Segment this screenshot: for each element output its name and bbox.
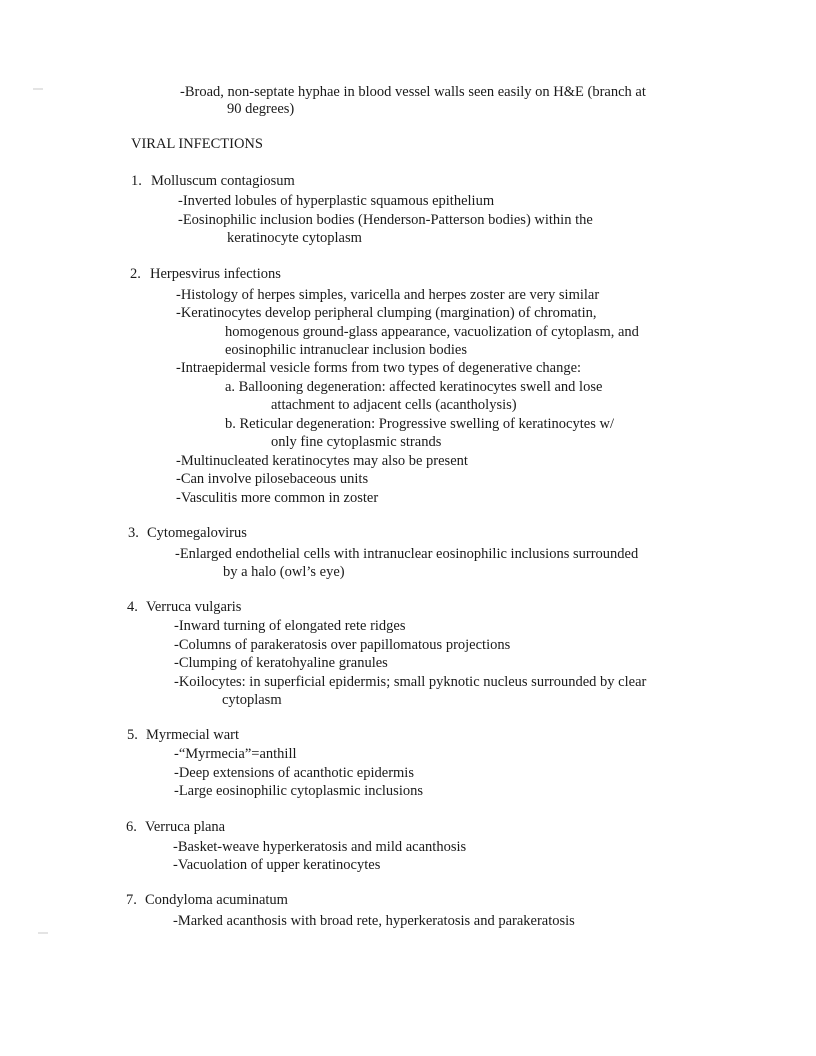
text-line: -Inward turning of elongated rete ridges: [174, 618, 406, 634]
text-line: -Enlarged endothelial cells with intranuclear eosinophilic inclusions surrounded: [175, 546, 639, 562]
item-title: Condyloma acuminatum: [145, 892, 288, 908]
text-line: eosinophilic intranuclear inclusion bodies: [225, 342, 468, 358]
text-line: keratinocyte cytoplasm: [227, 230, 362, 246]
text-line: -Basket-weave hyperkeratosis and mild acanthosis: [173, 839, 467, 855]
item-title: Cytomegalovirus: [147, 525, 247, 541]
item-title: Molluscum contagiosum: [151, 173, 295, 189]
item-number: 7.: [126, 892, 137, 908]
text-line: -Clumping of keratohyaline granules: [174, 655, 388, 671]
item-number: 6.: [126, 819, 137, 835]
text-line: -Large eosinophilic cytoplasmic inclusions: [174, 783, 423, 799]
text-line: a. Ballooning degeneration: affected keratinocytes swell and lose: [225, 379, 603, 395]
item-title: Verruca plana: [145, 819, 226, 835]
text-line: -Vasculitis more common in zoster: [176, 490, 379, 506]
text-line: -“Myrmecia”=anthill: [174, 746, 297, 762]
text-line: -Vacuolation of upper keratinocytes: [173, 857, 381, 873]
text-line: by a halo (owl’s eye): [223, 564, 345, 580]
scan-speck: [38, 932, 48, 934]
item-number: 3.: [128, 525, 139, 541]
text-line: cytoplasm: [222, 692, 282, 708]
text-line: homogenous ground-glass appearance, vacuolization of cytoplasm, and: [225, 324, 639, 340]
text-line: -Eosinophilic inclusion bodies (Henderson-Patterson bodies) within the: [178, 212, 593, 228]
item-number: 2.: [130, 266, 141, 282]
text-line: 90 degrees): [227, 101, 295, 117]
item-title: Verruca vulgaris: [146, 599, 242, 615]
text-line: b. Reticular degeneration: Progressive swelling of keratinocytes w/: [225, 416, 614, 432]
text-line: -Histology of herpes simples, varicella and herpes zoster are very similar: [176, 287, 600, 303]
item-title: Herpesvirus infections: [150, 266, 281, 282]
text-line: -Intraepidermal vesicle forms from two types of degenerative change:: [176, 360, 582, 376]
item-title: Myrmecial wart: [146, 727, 240, 743]
text-line: -Keratinocytes develop peripheral clumping (margination) of chromatin,: [176, 305, 597, 321]
text-line: -Koilocytes: in superficial epidermis; small pyknotic nucleus surrounded by clear: [174, 674, 647, 690]
text-line: -Broad, non-septate hyphae in blood vessel walls seen easily on H&E (branch at: [180, 84, 646, 100]
text-line: -Multinucleated keratinocytes may also be present: [176, 453, 468, 469]
text-line: -Can involve pilosebaceous units: [176, 471, 369, 487]
text-line: -Marked acanthosis with broad rete, hyperkeratosis and parakeratosis: [173, 913, 575, 929]
text-line: -Deep extensions of acanthotic epidermis: [174, 765, 414, 781]
item-number: 1.: [131, 173, 142, 189]
text-line: attachment to adjacent cells (acantholysis): [271, 397, 517, 413]
section-heading: VIRAL INFECTIONS: [131, 136, 263, 152]
text-line: only fine cytoplasmic strands: [271, 434, 442, 450]
scan-speck: [33, 88, 43, 90]
text-line: -Columns of parakeratosis over papillomatous projections: [174, 637, 511, 653]
text-line: -Inverted lobules of hyperplastic squamous epithelium: [178, 193, 495, 209]
item-number: 5.: [127, 727, 138, 743]
item-number: 4.: [127, 599, 138, 615]
